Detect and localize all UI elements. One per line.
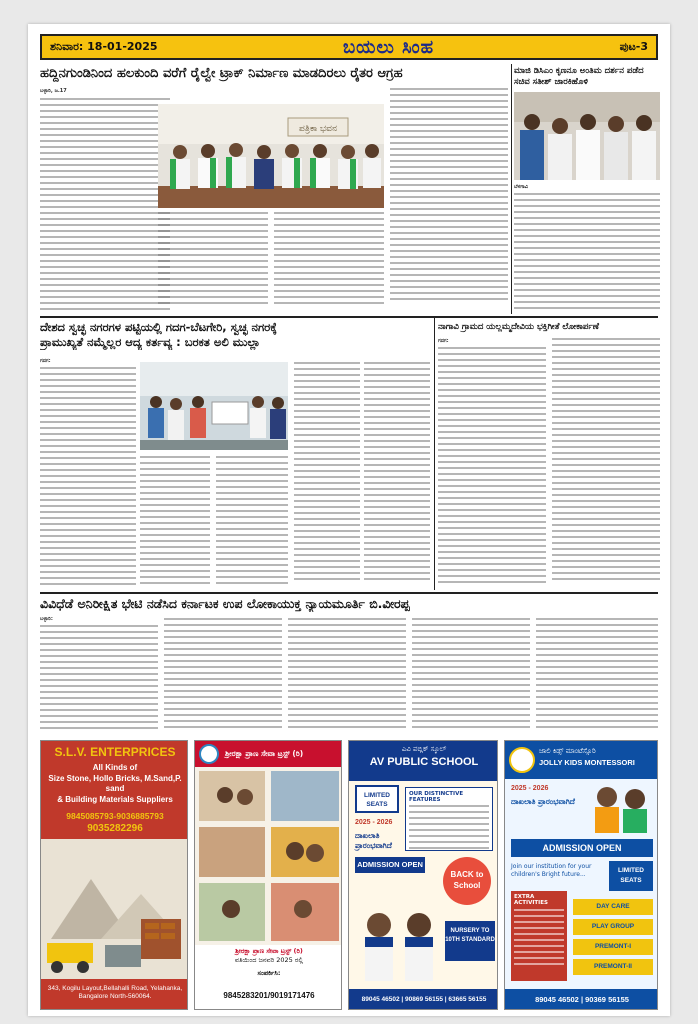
- jolly-logo-icon: [509, 747, 535, 773]
- ad-slv-illustration: [41, 839, 188, 979]
- story4-headline: ವಿವಿಧೆಡೆ ಅನಿರೀಕ್ಷಿತ ಭೇಟಿ ನಡೆಸಿದ ಕರ್ನಾಟಕ ಉಪ ಲೋಕಾಯುಕ್ತ ನ್ಯಾಯಮೂರ್ತಿ ಬಿ.ವೀರಪ್ಪ: [40, 596, 410, 611]
- story1-column3: [274, 212, 384, 312]
- ad-jolly-extra: EXTRA ACTIVITIES: [514, 894, 548, 906]
- page-number: ಪುಟ-3: [619, 40, 648, 53]
- ad-jolly-year: 2025 - 2026: [511, 785, 549, 792]
- story4-column1: [40, 616, 158, 734]
- story2-headline-line2: ಪ್ರಾಮುಖ್ಯತೆ ನಮ್ಮೆಲ್ಲರ ಆದ್ಯ ಕರ್ತವ್ಯ : ಬರಕತ ಅಲಿ ಮುಲ್ಲಾ: [40, 335, 261, 349]
- story2-column1: [40, 358, 136, 588]
- ad-jolly-badge: LIMITED SEATS: [609, 861, 653, 891]
- ad-jolly-program: PREMONT-I: [573, 939, 653, 955]
- ad-av-admission: ADMISSION OPEN: [355, 857, 425, 873]
- ad-shreeraksha-trust[interactable]: [194, 740, 342, 1010]
- story4-column2: [164, 618, 282, 734]
- ad-av-badge: LIMITED SEATS: [355, 785, 399, 813]
- side-story-dateline: ಬೆಳಗಾವಿ: [514, 184, 529, 190]
- ad-slv-line3: & Building Materials Suppliers: [57, 795, 173, 804]
- story1-column2: [158, 212, 268, 312]
- ad-jolly-program: DAY CARE: [573, 899, 653, 915]
- column-divider-2: [434, 318, 435, 590]
- ad-jolly-kids-illustration: [587, 783, 655, 833]
- ad-jolly-kannada-name: ಜಾಲಿ ಕಿಡ್ಸ್ ಮಾಂಟೆಸ್ಸೊರಿ: [539, 747, 596, 755]
- story1-photo: [158, 104, 384, 208]
- story2-photo: [140, 362, 288, 450]
- side-story-body: [514, 184, 660, 314]
- story1-column4: [390, 88, 508, 314]
- ad-jolly-admission: ADMISSION OPEN: [511, 839, 653, 857]
- ad-trust-contact-label: ಸಂಪರ್ಕಿಸಿ:: [257, 969, 281, 977]
- section-divider-2: [40, 592, 658, 594]
- ad-trust-phone: 9845283201/9019171476: [223, 991, 315, 1000]
- ad-jolly-join: Join our institution for your children's Bright future...: [511, 863, 592, 878]
- story2-column5: [364, 362, 430, 588]
- story3-dateline: ಗದಗ:: [438, 338, 449, 344]
- ad-trust-name: ಶ್ರೀರಕ್ಷಾ ಪ್ರಾಣ ಸೇವಾ ಟ್ರಸ್ಟ್ (ರಿ): [225, 749, 304, 758]
- ad-av-features-title: OUR DISTINCTIVE FEATURES: [409, 791, 464, 803]
- photo-sign-text: ಪತ್ರಿಕಾ ಭವನ: [299, 124, 337, 134]
- ad-trust-footer1: ಶ್ರೀರಕ್ಷಾ ಪ್ರಾಣ ಸೇವಾ ಟ್ರಸ್ಟ್ (ರಿ): [235, 947, 303, 955]
- story3-column1: [438, 338, 546, 588]
- story3-column2: [552, 338, 660, 588]
- section-divider: [40, 316, 658, 318]
- ad-jolly-kids-montessori[interactable]: [504, 740, 658, 1010]
- story2-column3: [216, 456, 288, 588]
- ad-av-kannada-name: ಎವಿ ಪಬ್ಲಿಕ್ ಸ್ಕೂಲ್: [401, 745, 447, 753]
- ad-slv-address: 343, Kogilu Layout,Bellahalli Road, Yelahanka, Bangalore North-560064.: [47, 985, 183, 1000]
- story1-dateline: ಬಳ್ಳಾರಿ, ಜ.17: [40, 88, 67, 94]
- newspaper-title: ಬಯಲು ಸಿಂಹ: [343, 36, 435, 58]
- side-story-photo: [514, 92, 660, 180]
- story4-column5: [536, 618, 658, 734]
- story2-headline-line1: ದೇಶದ ಸ್ವಚ್ಛ ನಗರಗಳ ಪಟ್ಟಿಯಲ್ಲಿ ಗದಗ-ಬೆಟಗೇರಿ, ಸ್ವಚ್ಛ ನಗರಕ್ಕೆ: [40, 320, 277, 334]
- trust-logo-icon: [199, 744, 219, 764]
- ad-jolly-name: JOLLY KIDS MONTESSORI: [539, 758, 635, 767]
- story2-headline: [40, 320, 430, 350]
- issue-date: ಶನಿವಾರ: 18-01-2025: [50, 40, 158, 53]
- ad-slv-name: S.L.V. ENTERPRICES: [54, 745, 176, 759]
- ad-av-public-school[interactable]: [348, 740, 498, 1010]
- story3-headline: ನಾಗಾವಿ ಗ್ರಾಮದ ಯಲ್ಲಮ್ಮದೇವಿಯ ಭಕ್ತಿಗೀತೆ ಲೋಕಾರ್ಪಣೆ: [438, 322, 599, 332]
- side-story-headline: ಮಾಜಿ ಡಿಸಿಎಂ ಕೃಣನೂ ಅಂತಿಮ ದರ್ಶನ ಪಡೆದ ಸಚಿವ ಸತೀಶ್ ಜಾರಕಿಹೊಳಿ: [514, 66, 644, 87]
- ad-jolly-admission-kn: ದಾಖಲಾತಿ ಪ್ರಾರಂಭವಾಗಿದೆ: [511, 797, 575, 806]
- story4-column4: [412, 618, 530, 734]
- ad-trust-photo-grid: [195, 767, 342, 945]
- ad-slv-enterprices[interactable]: [40, 740, 188, 1010]
- ad-trust-footer2: ವತಿಯಿಂದ ಜನವರಿ 2025 ರಲ್ಲಿ: [234, 956, 304, 964]
- column-divider: [511, 64, 512, 314]
- ad-slv-line1: All Kinds of: [92, 763, 138, 772]
- story4-dateline: ಬಳ್ಳಾರಿ:: [40, 616, 53, 622]
- ad-jolly-programs: [573, 899, 653, 979]
- ad-slv-line2: Size Stone, Hollo Bricks, M.Sand,P. sand: [48, 774, 182, 793]
- ad-jolly-program: PREMONT-II: [573, 959, 653, 975]
- newspaper-page: [28, 24, 670, 1016]
- story2-column2: [140, 456, 210, 588]
- masthead: [40, 34, 658, 60]
- story2-dateline: ಗದಗ:: [40, 358, 51, 364]
- ad-slv-phone2: 9035282296: [87, 823, 143, 834]
- ad-av-name: AV PUBLIC SCHOOL: [369, 756, 479, 768]
- ad-av-students-illustration: [355, 907, 445, 983]
- ad-av-grades: NURSERY TO 10TH STANDARD: [445, 921, 495, 961]
- ad-slv-phone1: 9845085793-9036885793: [66, 811, 164, 821]
- story4-column3: [288, 618, 406, 734]
- ad-av-phones: 89045 46502 | 90869 56155 | 63665 56155: [349, 989, 498, 1010]
- ad-av-back-to-school: BACK to School: [443, 857, 491, 905]
- ad-jolly-phones: 89045 46502 | 90369 56155: [505, 989, 658, 1010]
- story2-column4: [294, 362, 360, 588]
- ad-av-admission-kn: ದಾಖಲಾತಿ ಪ್ರಾರಂಭವಾಗಿದೆ: [355, 831, 392, 850]
- ad-jolly-program: PLAY GROUP: [573, 919, 653, 935]
- story1-column1: [40, 88, 170, 314]
- story1-headline: ಹದ್ದಿನಗುಂಡಿನಿಂದ ಹಲಕುಂದಿ ವರೆಗೆ ರೈಲ್ವೇ ಟ್ರಾಕ್ ನಿರ್ಮಾಣ ಮಾಡದಿರಲು ರೈತರ ಆಗ್ರಹ: [40, 66, 403, 81]
- ad-av-year: 2025 - 2026: [355, 819, 393, 826]
